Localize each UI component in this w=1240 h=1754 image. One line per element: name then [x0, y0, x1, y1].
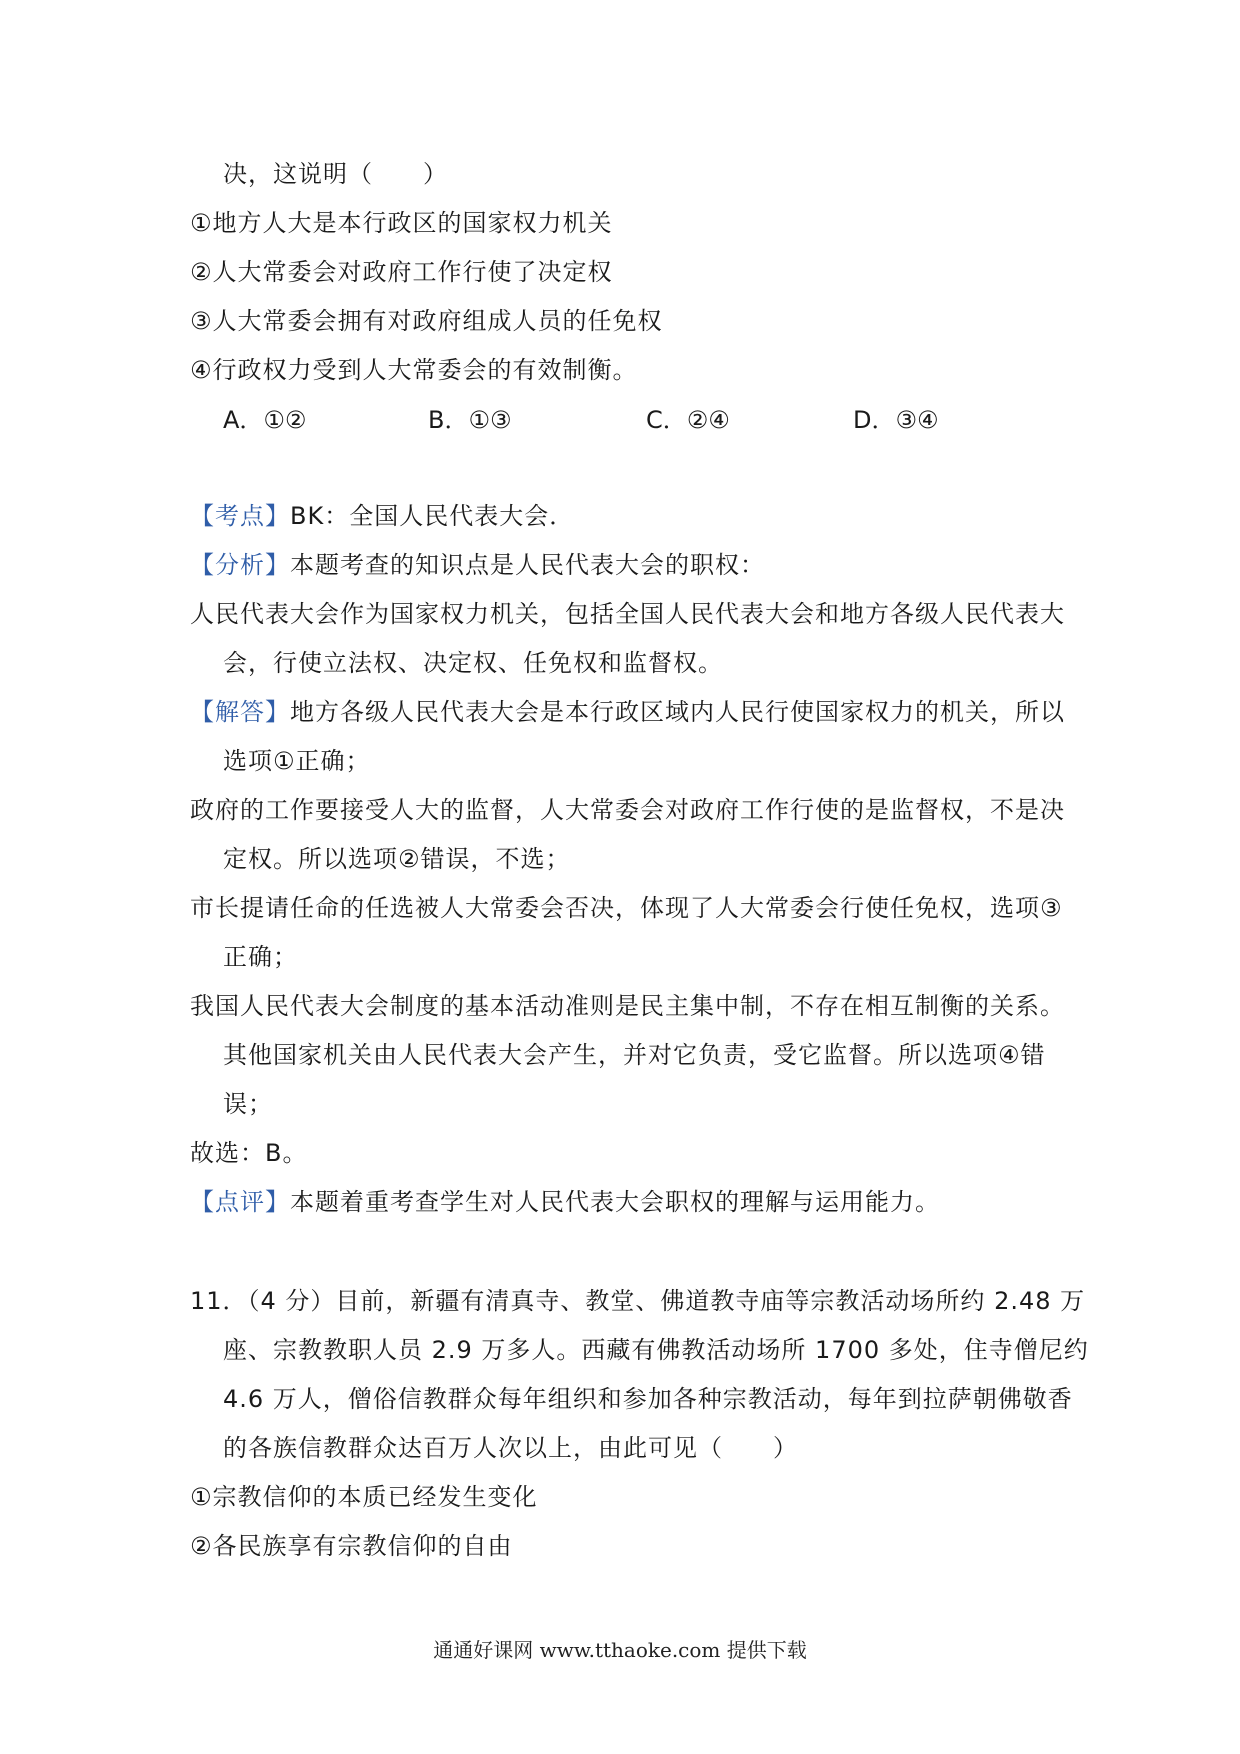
- kaodian-tag: 【考点】: [190, 502, 290, 530]
- jieda-body-3: 定权。所以选项②错误，不选；: [223, 845, 571, 873]
- q10-option-c: C．②④: [646, 406, 730, 434]
- kaodian-line: [190, 500, 574, 532]
- q11-stem-3: 4.6 万人，僧俗信教群众每年组织和参加各种宗教活动，每年到拉萨朝佛敬香: [223, 1385, 1073, 1413]
- q11-stem-4: 的各族信教群众达百万人次以上，由此可见（ ）: [223, 1434, 798, 1462]
- q11-stem-1: 11．（4 分）目前，新疆有清真寺、教堂、佛道教寺庙等宗教活动场所约 2.48 万: [190, 1287, 1086, 1315]
- fenxi-body-2: 会，行使立法权、决定权、任免权和监督权。: [223, 649, 723, 677]
- q10-options: [223, 404, 983, 436]
- jieda-body-7: 其他国家机关由人民代表大会产生，并对它负责，受它监督。所以选项④错: [223, 1041, 1046, 1069]
- q10-option-a: A．①②: [223, 406, 307, 434]
- fenxi-line: [190, 549, 765, 581]
- q11-statement-2: ②各民族享有宗教信仰的自由: [190, 1532, 513, 1560]
- q10-statement-4: ④行政权力受到人大常委会的有效制衡。: [190, 356, 638, 384]
- answer-line: 故选：B。: [190, 1139, 308, 1167]
- jieda-body-2: 政府的工作要接受人大的监督，人大常委会对政府工作行使的是监督权，不是决: [190, 796, 1065, 824]
- kaodian-text: BK：全国人民代表大会．: [290, 502, 575, 530]
- jieda-tag: 【解答】: [190, 698, 290, 726]
- q11-stem-2: 座、宗教教职人员 2.9 万多人。西藏有佛教活动场所 1700 多处，住寺僧尼约: [223, 1336, 1089, 1364]
- fenxi-text: 本题考查的知识点是人民代表大会的职权：: [290, 551, 765, 579]
- jieda-body-8: 误；: [223, 1090, 273, 1118]
- q10-option-d: D．③④: [853, 406, 939, 434]
- q10-statement-1: ①地方人大是本行政区的国家权力机关: [190, 209, 613, 237]
- jieda-text: 地方各级人民代表大会是本行政区域内人民行使国家权力的机关，所以: [290, 698, 1065, 726]
- jieda-line: [190, 696, 1065, 728]
- jieda-body-4: 市长提请任命的任选被人大常委会否决，体现了人大常委会行使任免权，选项③: [190, 894, 1063, 922]
- jieda-body-1: 选项①正确；: [223, 747, 371, 775]
- fenxi-body-1: 人民代表大会作为国家权力机关，包括全国人民代表大会和地方各级人民代表大: [190, 600, 1065, 628]
- q10-option-b: B．①③: [428, 406, 512, 434]
- dianping-line: [190, 1186, 940, 1218]
- dianping-tag: 【点评】: [190, 1188, 290, 1216]
- jieda-body-5: 正确；: [223, 943, 298, 971]
- q10-statement-2: ②人大常委会对政府工作行使了决定权: [190, 258, 613, 286]
- q10-stem-tail: 决，这说明（ ）: [223, 160, 448, 188]
- jieda-body-6: 我国人民代表大会制度的基本活动准则是民主集中制，不存在相互制衡的关系。: [190, 992, 1065, 1020]
- q10-statement-3: ③人大常委会拥有对政府组成人员的任免权: [190, 307, 663, 335]
- dianping-text: 本题着重考查学生对人民代表大会职权的理解与运用能力。: [290, 1188, 940, 1216]
- fenxi-tag: 【分析】: [190, 551, 290, 579]
- q11-statement-1: ①宗教信仰的本质已经发生变化: [190, 1483, 538, 1511]
- page-footer: 通通好课网 www.tthaoke.com 提供下载: [433, 1638, 807, 1662]
